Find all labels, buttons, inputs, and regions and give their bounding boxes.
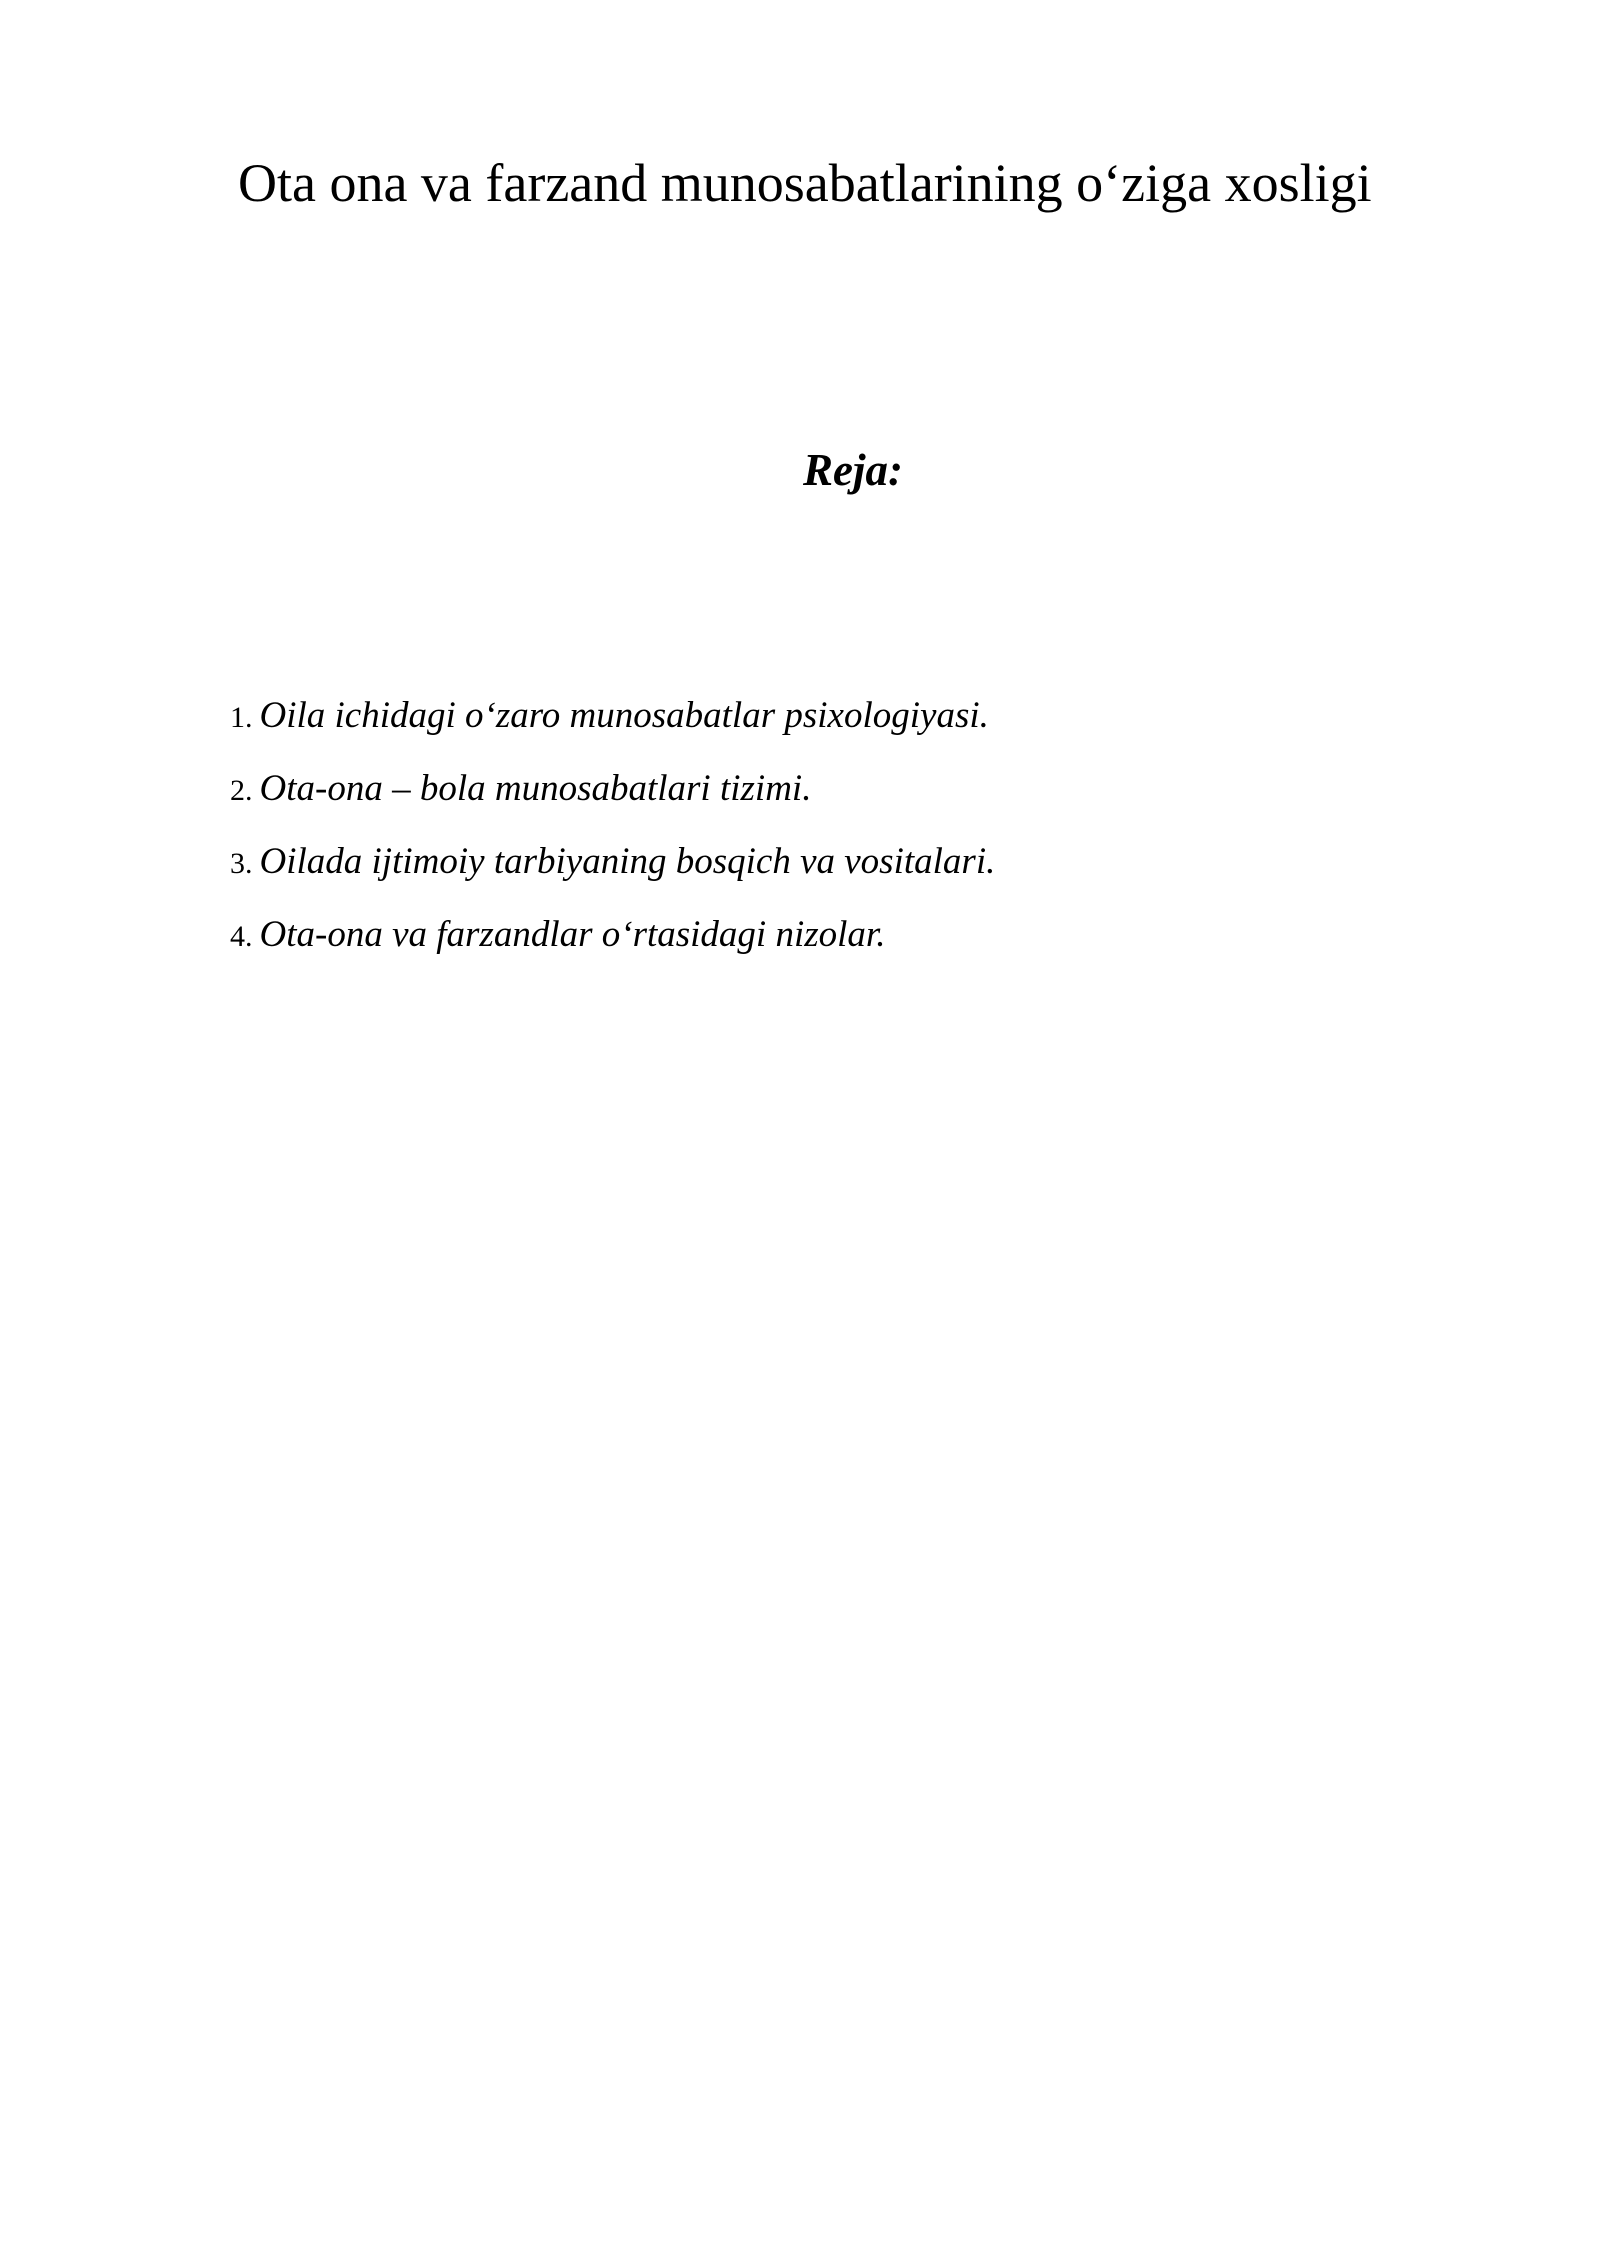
plan-item-text: Ota-ona – bola munosabatlari tizimi. [259, 768, 812, 809]
plan-item-text: Oila ichidagi o‘zaro munosabatlar psixologiyasi. [259, 695, 989, 736]
plan-item-number: 1. [230, 701, 253, 734]
plan-item-text: Ota-ona va farzandlar o‘rtasidagi nizolar. [259, 914, 886, 955]
plan-item [230, 836, 995, 909]
plan-item-number: 3. [230, 847, 253, 880]
plan-item [230, 909, 995, 982]
plan-item-number: 4. [230, 920, 253, 953]
plan-heading: Reja: [803, 445, 903, 495]
plan-list [230, 690, 995, 982]
document-title: Ota ona va farzand munosabatlarining o‘ziga xosligi [238, 153, 1372, 213]
plan-item-text: Oilada ijtimoiy tarbiyaning bosqich va vositalari. [259, 841, 996, 882]
plan-item [230, 763, 995, 836]
plan-item-number: 2. [230, 774, 253, 807]
plan-item [230, 690, 995, 763]
